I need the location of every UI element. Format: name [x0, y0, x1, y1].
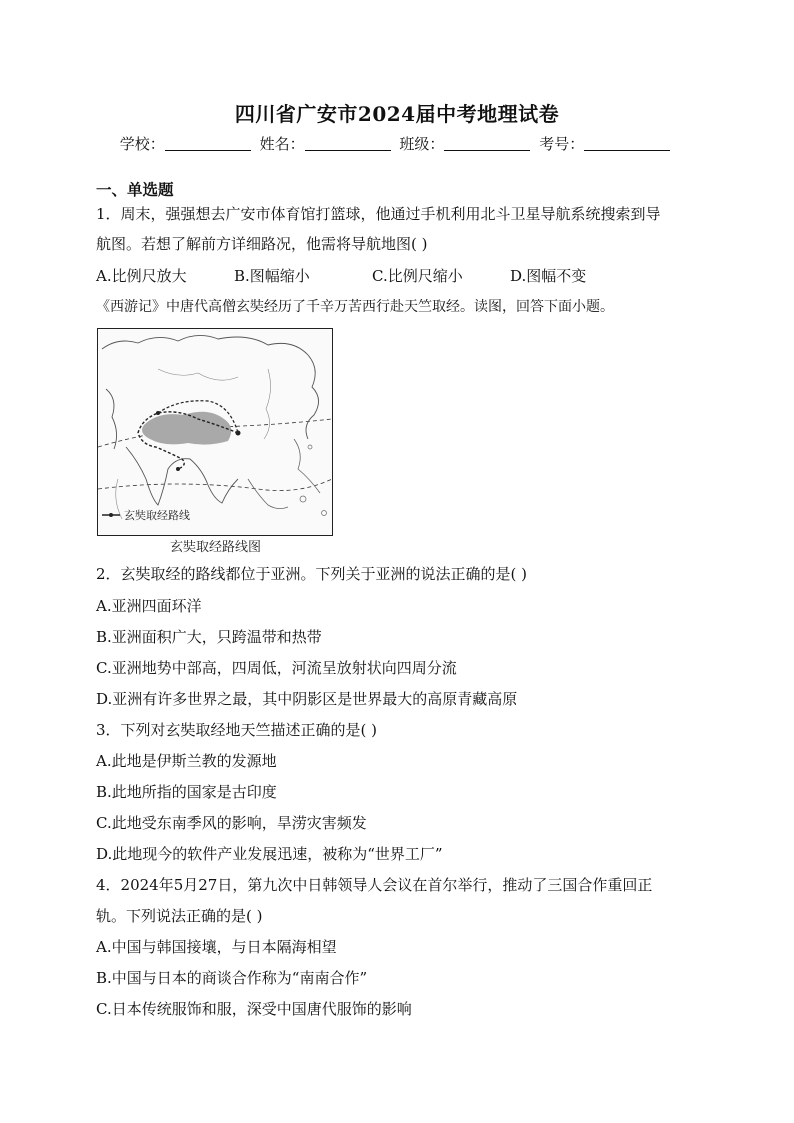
- class-label: 班级：: [399, 135, 445, 153]
- q4-stem-line1: 4．2024年5月27日，第九次中日韩领导人会议在首尔举行，推动了三国合作重回正: [96, 876, 653, 894]
- reading-intro: 《西游记》中唐代高僧玄奘经历了千辛万苦西行赴天竺取经。读图，回答下面小题。: [96, 299, 614, 315]
- q3-option-d[interactable]: D.此地现今的软件产业发展迅速，被称为“世界工厂”: [96, 845, 443, 863]
- section-heading: 一、单选题: [96, 180, 174, 199]
- q1-option-b[interactable]: B.图幅缩小: [234, 267, 310, 285]
- exam-number-blank[interactable]: [584, 136, 670, 151]
- school-blank[interactable]: [165, 136, 251, 151]
- q4-option-a[interactable]: A.中国与韩国接壤，与日本隔海相望: [96, 938, 337, 956]
- q1-options: [96, 265, 586, 286]
- q3-stem: 3．下列对玄奘取经地天竺描述正确的是( ): [96, 721, 378, 739]
- q1-option-c[interactable]: C.比例尺缩小: [372, 267, 463, 285]
- q2-stem: 2．玄奘取经的路线都位于亚洲。下列关于亚洲的说法正确的是( ): [96, 565, 528, 583]
- school-label: 学校：: [119, 135, 165, 153]
- q2-option-a[interactable]: A.亚洲四面环洋: [96, 597, 202, 615]
- map-legend-label: 玄奘取经路线: [124, 509, 190, 522]
- q1-stem-line2: 航图。若想了解前方详细路况，他需将导航地图( ): [96, 235, 428, 253]
- q2-option-c[interactable]: C.亚洲地势中部高，四周低，河流呈放射状向四周分流: [96, 659, 457, 677]
- q3-option-c[interactable]: C.此地受东南季风的影响，旱涝灾害频发: [96, 814, 367, 832]
- exam-number-label: 考号：: [539, 135, 585, 153]
- q1-option-d[interactable]: D.图幅不变: [510, 267, 587, 285]
- name-label: 姓名：: [259, 135, 305, 153]
- map-caption: 玄奘取经路线图: [170, 540, 262, 555]
- shaded-plateau: [142, 412, 231, 445]
- q2-option-b[interactable]: B.亚洲面积广大，只跨温带和热带: [96, 628, 322, 646]
- q3-option-b[interactable]: B.此地所指的国家是古印度: [96, 783, 277, 801]
- q4-stem-line2: 轨。下列说法正确的是( ): [96, 907, 263, 925]
- student-info-line: [0, 133, 794, 154]
- exam-title: 四川省广安市2024届中考地理试卷: [234, 102, 560, 126]
- q1-option-a[interactable]: A.比例尺放大: [96, 267, 187, 285]
- class-blank[interactable]: [444, 136, 530, 151]
- q4-option-c[interactable]: C.日本传统服饰和服，深受中国唐代服饰的影响: [96, 1000, 412, 1018]
- q1-stem-line1: 1．周末，强强想去广安市体育馆打篮球，他通过手机利用北斗卫星导航系统搜索到导: [96, 205, 661, 223]
- q4-option-b[interactable]: B.中国与日本的商谈合作称为“南南合作”: [96, 969, 368, 987]
- asia-map-illustration: [98, 329, 332, 535]
- q2-option-d[interactable]: D.亚洲有许多世界之最，其中阴影区是世界最大的高原青藏高原: [96, 690, 518, 708]
- name-blank[interactable]: [305, 136, 391, 151]
- xuanzang-route-map: [97, 328, 333, 536]
- q3-option-a[interactable]: A.此地是伊斯兰教的发源地: [96, 752, 277, 770]
